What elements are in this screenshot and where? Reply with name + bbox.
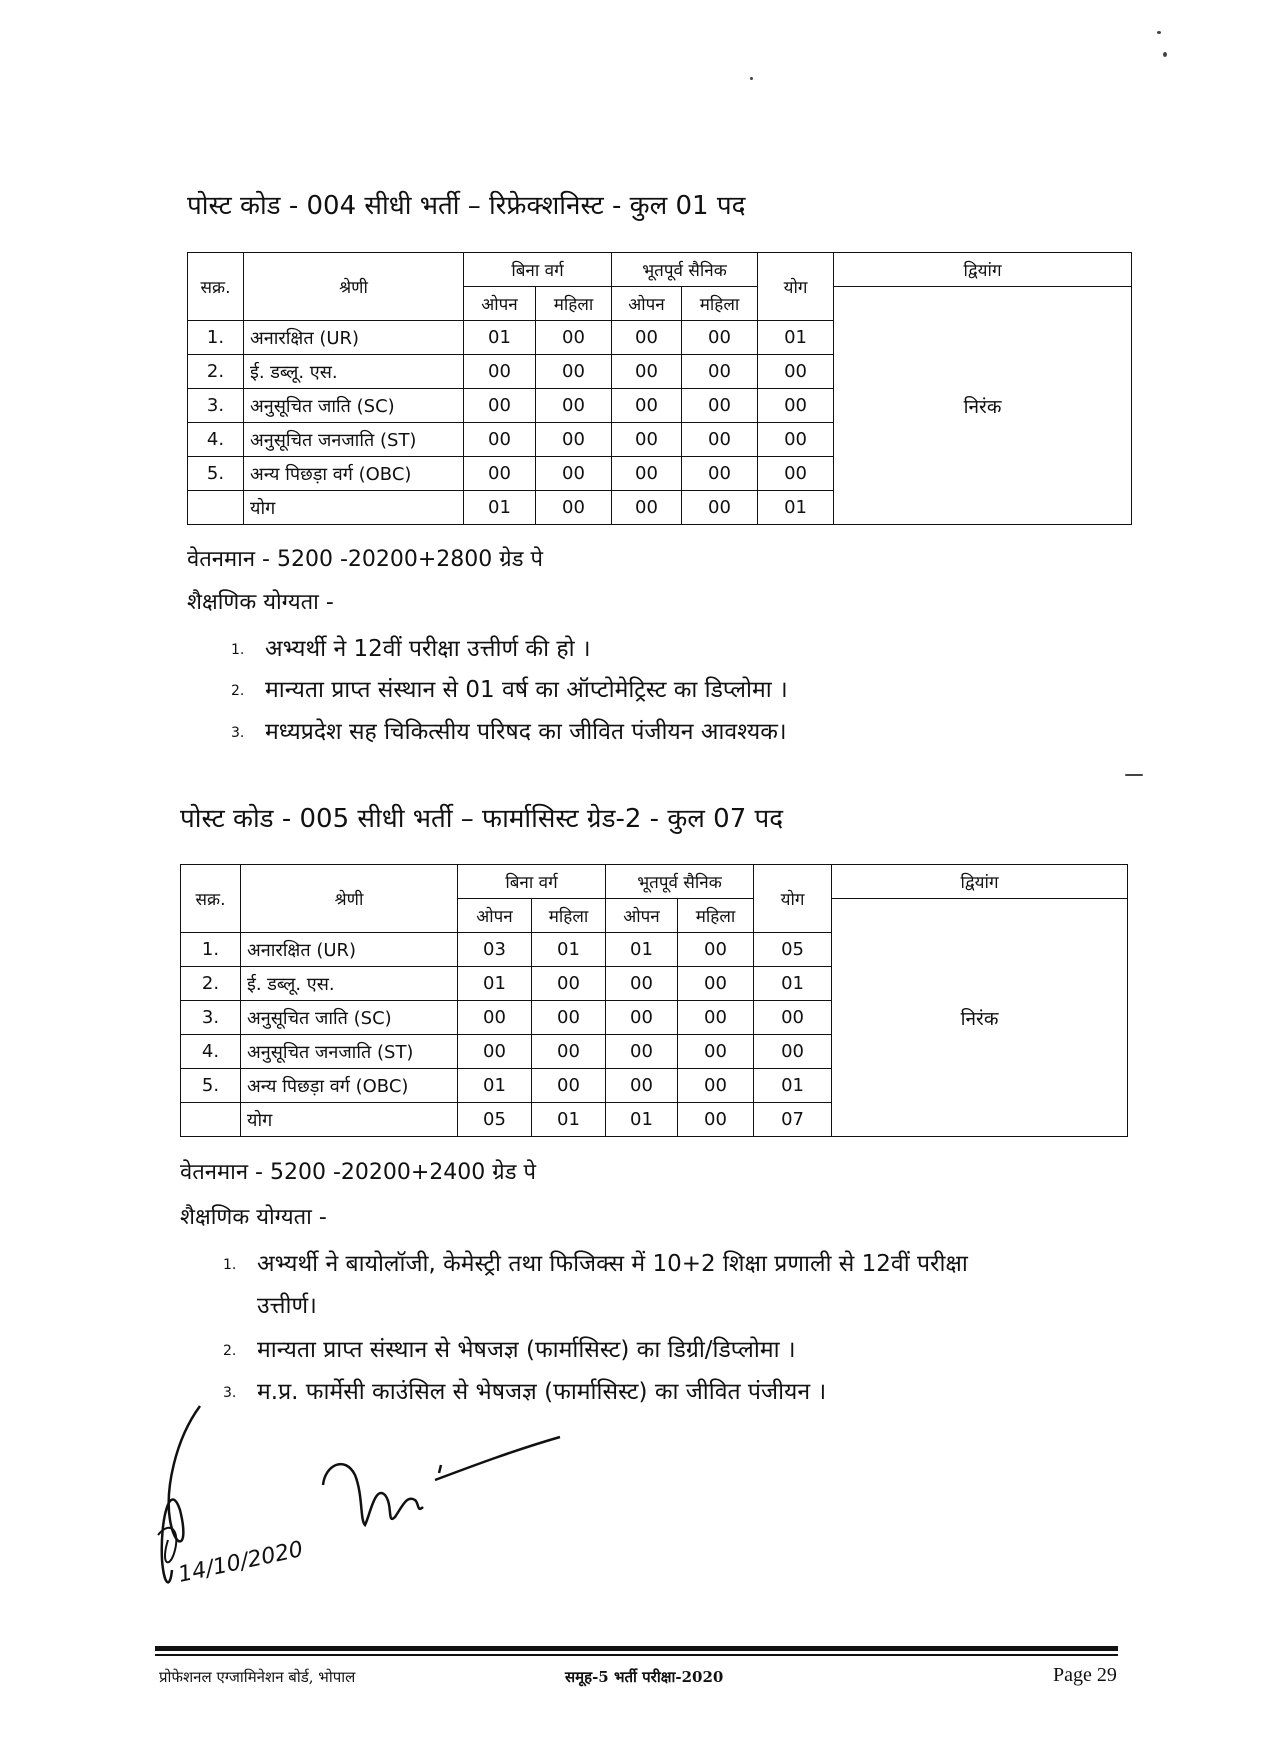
requirement-number: 1. (223, 1256, 237, 1273)
row-category: ई. डब्लू. एस. (241, 967, 458, 1001)
cell-general-female: 01 (532, 933, 606, 967)
requirement-text: मान्यता प्राप्त संस्थान से भेषजज्ञ (फार्मासिस्ट) का डिग्री/डिप्लोमा । (257, 1337, 796, 1363)
subheader-open: ओपन (464, 287, 536, 321)
sum-general-female: 00 (536, 491, 612, 525)
cell-total: 05 (754, 933, 832, 967)
requirement-number: 2. (223, 1342, 237, 1359)
cell-total: 00 (754, 1035, 832, 1069)
requirement-text: म.प्र. फार्मेसी काउंसिल से भेषजज्ञ (फार्मासिस्ट) का जीवित पंजीयन । (257, 1379, 827, 1405)
cell-exsm-female: 00 (682, 423, 758, 457)
cell-total: 01 (754, 967, 832, 1001)
vacancy-table-005 (180, 864, 1128, 1137)
cell-general-open: 00 (458, 1035, 532, 1069)
vacancy-table-004 (187, 252, 1132, 525)
cell-exsm-female: 00 (682, 321, 758, 355)
row-category: अनारक्षित (UR) (241, 933, 458, 967)
subheader-open: ओपन (606, 899, 678, 933)
cell-exsm-female: 00 (678, 1035, 754, 1069)
scan-speck (1163, 52, 1167, 57)
qualification-title-005: शैक्षणिक योग्यता - (180, 1205, 327, 1230)
cell-general-female: 00 (532, 1001, 606, 1035)
requirement-item (223, 1332, 796, 1364)
cell-general-open: 01 (464, 321, 536, 355)
requirement-text: अभ्यर्थी ने बायोलॉजी, केमेस्ट्री तथा फिजिक्स में 10+2 शिक्षा प्रणाली से 12वीं परीक्षा (257, 1251, 968, 1277)
cell-exsm-open: 00 (612, 389, 682, 423)
row-category: अनुसूचित जाति (SC) (244, 389, 464, 423)
cell-total: 01 (754, 1069, 832, 1103)
requirement-item (231, 714, 787, 746)
cell-exsm-open: 00 (612, 355, 682, 389)
cell-exsm-open: 00 (606, 1069, 678, 1103)
subheader-open: ओपन (612, 287, 682, 321)
cell-general-female: 00 (532, 1035, 606, 1069)
cell-exsm-female: 00 (678, 1001, 754, 1035)
row-category: अन्य पिछड़ा वर्ग (OBC) (244, 457, 464, 491)
cell-general-open: 00 (464, 389, 536, 423)
row-category: अनुसूचित जनजाति (ST) (244, 423, 464, 457)
header-general: बिना वर्ग (458, 865, 606, 899)
sum-general-open: 05 (458, 1103, 532, 1137)
requirement-number: 3. (223, 1384, 237, 1401)
requirement-item (231, 672, 788, 704)
header-sno: सक्र. (181, 865, 241, 933)
divyang-value: निरंक (834, 287, 1132, 525)
header-divyang: द्वियांग (832, 865, 1128, 899)
salary-005: वेतनमान - 5200 -20200+2400 ग्रेड पे (180, 1160, 536, 1185)
sum-total: 07 (754, 1103, 832, 1137)
footer-rule (155, 1646, 1118, 1651)
cell-general-open: 00 (464, 355, 536, 389)
scan-speck (1125, 774, 1143, 776)
sum-exsm-open: 01 (606, 1103, 678, 1137)
post-heading-005: पोस्ट कोड - 005 सीधी भर्ती – फार्मासिस्ट ग्रेड-2 - कुल 07 पद (180, 804, 784, 834)
cell-exsm-female: 00 (682, 355, 758, 389)
cell-general-open: 01 (458, 1069, 532, 1103)
row-category: अन्य पिछड़ा वर्ग (OBC) (241, 1069, 458, 1103)
cell-total: 00 (758, 389, 834, 423)
row-category: ई. डब्लू. एस. (244, 355, 464, 389)
cell-exsm-open: 00 (606, 967, 678, 1001)
cell-exsm-female: 00 (682, 389, 758, 423)
cell-exsm-female: 00 (678, 967, 754, 1001)
cell-general-open: 00 (464, 423, 536, 457)
cell-exsm-open: 00 (612, 457, 682, 491)
handwritten-signature-1 (140, 1400, 320, 1600)
handwritten-signature-2 (315, 1425, 565, 1535)
requirement-text: अभ्यर्थी ने 12वीं परीक्षा उत्तीर्ण की हो । (265, 636, 591, 662)
sum-exsm-open: 00 (612, 491, 682, 525)
requirement-number: 3. (231, 724, 245, 741)
row-sno: 3. (188, 389, 244, 423)
cell-total: 01 (758, 321, 834, 355)
cell-general-female: 00 (536, 389, 612, 423)
requirement-item (231, 631, 591, 663)
subheader-female: महिला (682, 287, 758, 321)
row-sno: 2. (181, 967, 241, 1001)
cell-exsm-female: 00 (682, 457, 758, 491)
sum-row-sno-empty (188, 491, 244, 525)
salary-004: वेतनमान - 5200 -20200+2800 ग्रेड पे (187, 547, 543, 572)
scan-speck (750, 77, 753, 80)
cell-general-female: 00 (532, 967, 606, 1001)
cell-exsm-open: 00 (612, 321, 682, 355)
cell-total: 00 (754, 1001, 832, 1035)
cell-general-open: 01 (458, 967, 532, 1001)
cell-exsm-open: 00 (606, 1035, 678, 1069)
cell-exsm-female: 00 (678, 933, 754, 967)
header-ex-servicemen: भूतपूर्व सैनिक (606, 865, 754, 899)
signature-date: 14/10/2020 (176, 1537, 306, 1588)
requirement-item (223, 1246, 968, 1278)
row-category: अनुसूचित जाति (SC) (241, 1001, 458, 1035)
cell-general-female: 00 (532, 1069, 606, 1103)
row-category: अनारक्षित (UR) (244, 321, 464, 355)
sum-general-open: 01 (464, 491, 536, 525)
sum-exsm-female: 00 (678, 1103, 754, 1137)
sum-general-female: 01 (532, 1103, 606, 1137)
cell-general-open: 03 (458, 933, 532, 967)
qualification-title-004: शैक्षणिक योग्यता - (187, 590, 334, 615)
row-sno: 1. (181, 933, 241, 967)
cell-general-open: 00 (458, 1001, 532, 1035)
sum-exsm-female: 00 (682, 491, 758, 525)
cell-total: 00 (758, 423, 834, 457)
header-total: योग (758, 253, 834, 321)
row-sno: 1. (188, 321, 244, 355)
row-sno: 2. (188, 355, 244, 389)
row-sno: 5. (181, 1069, 241, 1103)
header-divyang: द्वियांग (834, 253, 1132, 287)
cell-exsm-female: 00 (678, 1069, 754, 1103)
cell-general-female: 00 (536, 321, 612, 355)
cell-exsm-open: 01 (606, 933, 678, 967)
cell-general-open: 00 (464, 457, 536, 491)
requirement-text: मध्यप्रदेश सह चिकित्सीय परिषद का जीवित पंजीयन आवश्यक। (265, 719, 787, 745)
sum-total: 01 (758, 491, 834, 525)
cell-total: 00 (758, 355, 834, 389)
post-heading-004: पोस्ट कोड - 004 सीधी भर्ती – रिफ्रेक्शनिस्ट - कुल 01 पद (187, 191, 746, 221)
scan-speck (1157, 31, 1161, 34)
header-general: बिना वर्ग (464, 253, 612, 287)
page-number: Page 29 (1053, 1664, 1117, 1686)
sum-row-sno-empty (181, 1103, 241, 1137)
header-sno: सक्र. (188, 253, 244, 321)
requirement-text: मान्यता प्राप्त संस्थान से 01 वर्ष का ऑप्टोमेट्रिस्ट का डिप्लोमा । (265, 677, 788, 703)
cell-general-female: 00 (536, 355, 612, 389)
header-total: योग (754, 865, 832, 933)
cell-general-female: 00 (536, 457, 612, 491)
header-category: श्रेणी (244, 253, 464, 321)
subheader-female: महिला (678, 899, 754, 933)
requirement-number: 1. (231, 641, 245, 658)
header-ex-servicemen: भूतपूर्व सैनिक (612, 253, 758, 287)
sum-row-label: योग (241, 1103, 458, 1137)
requirement-number: 2. (231, 682, 245, 699)
cell-exsm-open: 00 (606, 1001, 678, 1035)
subheader-female: महिला (532, 899, 606, 933)
row-sno: 4. (188, 423, 244, 457)
footer-exam-title: समूह-5 भर्ती परीक्षा-2020 (565, 1668, 724, 1686)
cell-general-female: 00 (536, 423, 612, 457)
sum-row-label: योग (244, 491, 464, 525)
row-category: अनुसूचित जनजाति (ST) (241, 1035, 458, 1069)
divyang-value: निरंक (832, 899, 1128, 1137)
requirement-continuation: उत्तीर्ण। (257, 1293, 317, 1319)
subheader-female: महिला (536, 287, 612, 321)
cell-exsm-open: 00 (612, 423, 682, 457)
row-sno: 4. (181, 1035, 241, 1069)
cell-total: 00 (758, 457, 834, 491)
footer-rule (155, 1654, 1118, 1656)
header-category: श्रेणी (241, 865, 458, 933)
row-sno: 5. (188, 457, 244, 491)
footer-organization: प्रोफेशनल एग्जामिनेशन बोर्ड, भोपाल (159, 1668, 356, 1686)
subheader-open: ओपन (458, 899, 532, 933)
row-sno: 3. (181, 1001, 241, 1035)
